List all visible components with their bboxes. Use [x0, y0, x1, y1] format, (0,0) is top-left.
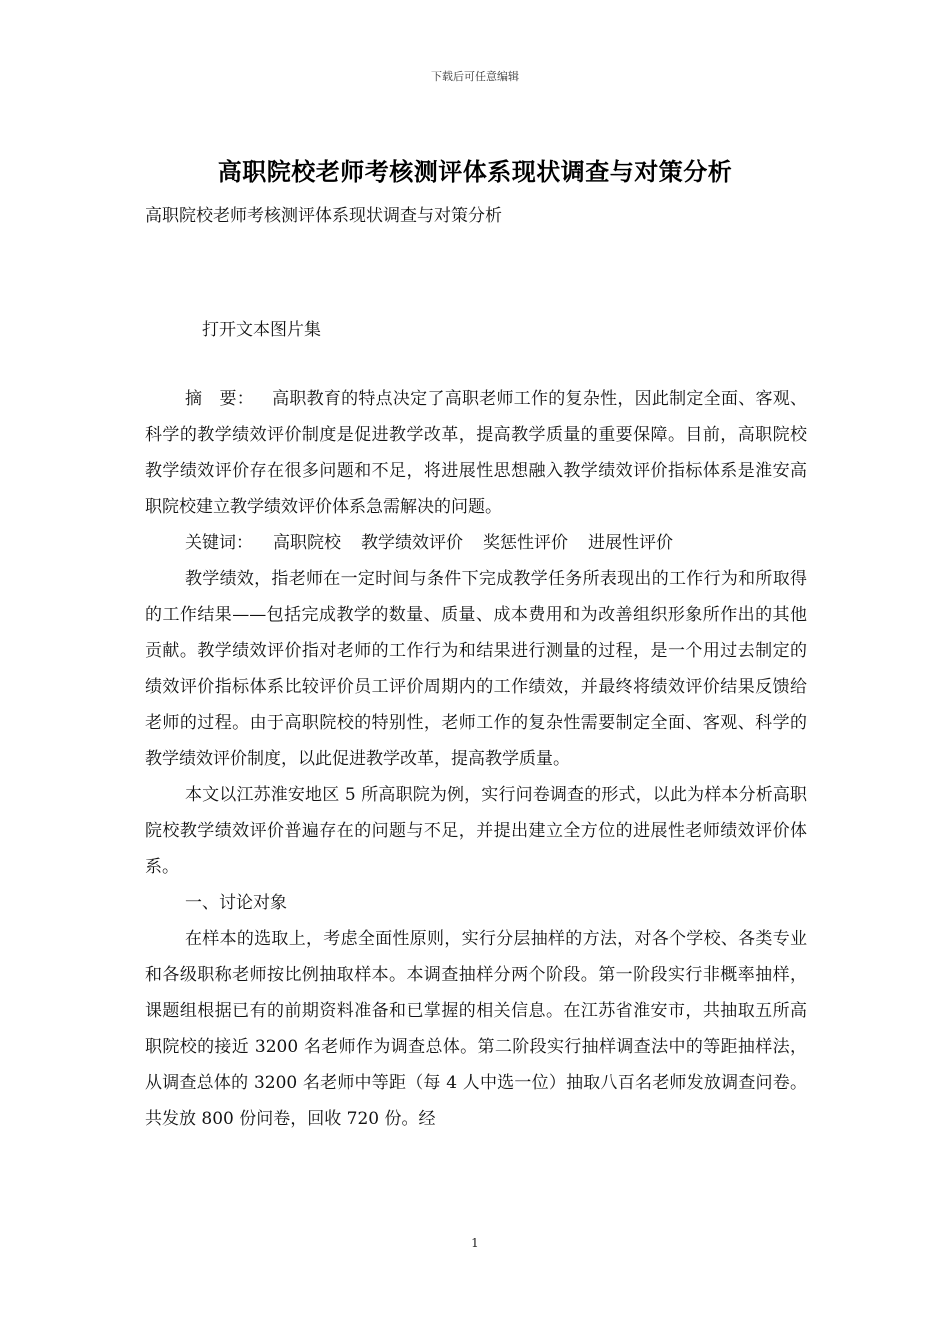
section-heading: 一、讨论对象	[185, 893, 287, 913]
document-title: 高职院校老师考核测评体系现状调查与对策分析	[217, 158, 733, 186]
abstract-label: 摘 要：	[185, 389, 255, 409]
body-text	[145, 381, 807, 1137]
page-number: 1	[471, 1236, 479, 1250]
keywords-label: 关键词：	[185, 533, 253, 553]
document-subtitle: 高职院校老师考核测评体系现状调查与对策分析	[145, 206, 502, 226]
abstract-text: 高职教育的特点决定了高职老师工作的复杂性，因此制定全面、客观、科学的教学绩效评价制度是促进教学改革，提高教学质量的重要保障。目前，高职院校教学绩效评价存在很多问题和不足，将进展性思想融入教学绩效评价指标体系是淮安高职院校建立教学绩效评价体系急需解决的问题。	[145, 389, 808, 517]
abstract-paragraph	[145, 381, 807, 525]
body-paragraph: 本文以江苏淮安地区 5 所高职院为例，实行问卷调查的形式，以此为样本分析高职院校教学绩效评价普遍存在的问题与不足，并提出建立全方位的进展性老师绩效评价体系。	[145, 785, 807, 877]
open-image-gallery-link[interactable]: 打开文本图片集	[202, 320, 321, 340]
keywords-paragraph	[145, 525, 807, 561]
keyword-item: 教学绩效评价	[361, 533, 463, 553]
header-note: 下载后可任意编辑	[431, 70, 519, 83]
body-paragraph: 在样本的选取上，考虑全面性原则，实行分层抽样的方法，对各个学校、各类专业和各级职称老师按比例抽取样本。本调查抽样分两个阶段。第一阶段实行非概率抽样，课题组根据已有的前期资料准备和已掌握的相关信息。在江苏省淮安市，共抽取五所高职院校的接近 3200 名老师作为调查总体。第二阶段实行抽样调查法中的等距抽样法，从调查总体的 3200 名老师中等距（每 4 人中选一位）抽取八百名老师发放调查问卷。共发放 800 份问卷，回收 720 份。经	[145, 929, 807, 1129]
keyword-item: 奖惩性评价	[483, 533, 568, 553]
keyword-item: 高职院校	[273, 533, 341, 553]
body-paragraph: 教学绩效，指老师在一定时间与条件下完成教学任务所表现出的工作行为和所取得的工作结果——包括完成教学的数量、质量、成本费用和为改善组织形象所作出的其他贡献。教学绩效评价指对老师的工作行为和结果进行测量的过程，是一个用过去制定的绩效评价指标体系比较评价员工评价周期内的工作绩效，并最终将绩效评价结果反馈给老师的过程。由于高职院校的特别性，老师工作的复杂性需要制定全面、客观、科学的教学绩效评价制度，以此促进教学改革，提高教学质量。	[145, 569, 807, 769]
keyword-item: 进展性评价	[588, 533, 673, 553]
